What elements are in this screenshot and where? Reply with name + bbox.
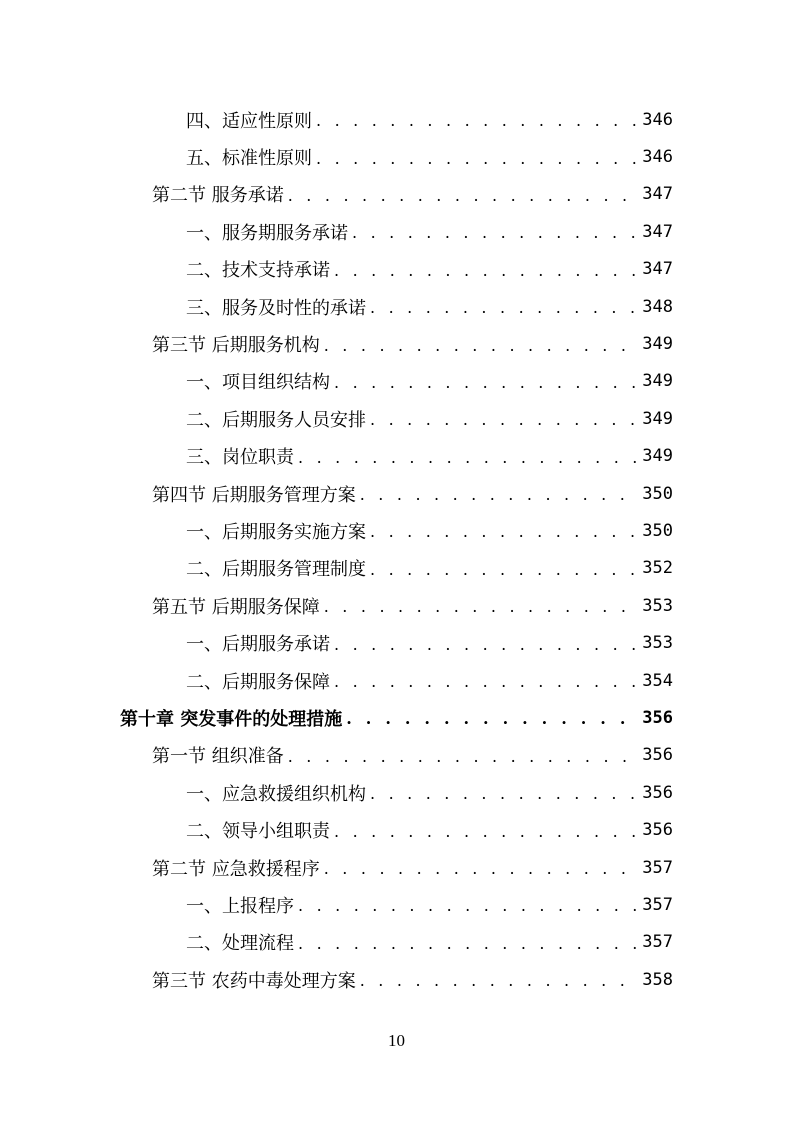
toc-entry-page-number: 350 bbox=[642, 483, 673, 504]
toc-entry-label: 第三节 后期服务机构 bbox=[152, 331, 324, 357]
toc-subsection-entry[interactable] bbox=[0, 886, 793, 923]
toc-entry-label: 一、项目组织结构 bbox=[186, 368, 334, 394]
toc-entry-label: 第五节 后期服务保障 bbox=[152, 593, 324, 619]
toc-subsection-entry[interactable] bbox=[0, 251, 793, 288]
toc-subsection-entry[interactable] bbox=[0, 288, 793, 325]
dot-leader bbox=[334, 261, 636, 280]
toc-entry-page-number: 349 bbox=[642, 408, 673, 429]
toc-subsection-entry[interactable] bbox=[0, 400, 793, 437]
toc-entry-page-number: 349 bbox=[642, 446, 673, 467]
toc-entry-label: 二、后期服务保障 bbox=[186, 668, 334, 694]
toc-section-entry[interactable] bbox=[0, 325, 793, 362]
toc-entry-label: 一、上报程序 bbox=[186, 892, 298, 918]
toc-entry-label: 第四节 后期服务管理方案 bbox=[152, 481, 360, 507]
dot-leader bbox=[288, 186, 637, 205]
toc-entry-page-number: 348 bbox=[642, 296, 673, 317]
toc-entry-label: 二、后期服务管理制度 bbox=[186, 555, 370, 581]
toc-subsection-entry[interactable] bbox=[0, 774, 793, 811]
toc-entry-page-number: 356 bbox=[642, 707, 673, 728]
toc-entry-page-number: 354 bbox=[642, 670, 673, 691]
page-number: 10 bbox=[388, 1031, 405, 1050]
toc-entry-page-number: 356 bbox=[642, 820, 673, 841]
toc-entry-label: 二、处理流程 bbox=[186, 929, 298, 955]
toc-entry-page-number: 347 bbox=[642, 221, 673, 242]
dot-leader bbox=[370, 410, 636, 429]
dot-leader bbox=[288, 747, 637, 766]
toc-entry-label: 三、服务及时性的承诺 bbox=[186, 294, 370, 320]
dot-leader bbox=[334, 822, 636, 841]
dot-leader bbox=[346, 709, 636, 728]
toc-entry-page-number: 356 bbox=[642, 745, 673, 766]
dot-leader bbox=[360, 485, 637, 504]
toc-subsection-entry[interactable] bbox=[0, 363, 793, 400]
toc-section-entry[interactable] bbox=[0, 475, 793, 512]
toc-entry-label: 三、岗位职责 bbox=[186, 443, 298, 469]
toc-section-entry[interactable] bbox=[0, 176, 793, 213]
toc-entry-page-number: 347 bbox=[642, 184, 673, 205]
toc-entry-page-number: 347 bbox=[642, 259, 673, 280]
toc-entry-label: 一、服务期服务承诺 bbox=[186, 219, 352, 245]
dot-leader bbox=[370, 784, 636, 803]
toc-entry-page-number: 349 bbox=[642, 371, 673, 392]
toc-section-entry[interactable] bbox=[0, 961, 793, 998]
toc-entry-page-number: 356 bbox=[642, 782, 673, 803]
dot-leader bbox=[324, 859, 637, 878]
toc-entry-label: 二、领导小组职责 bbox=[186, 817, 334, 843]
toc-chapter-entry[interactable] bbox=[0, 699, 793, 736]
dot-leader bbox=[298, 896, 636, 915]
toc-section-entry[interactable] bbox=[0, 849, 793, 886]
toc-entry-label: 第二节 服务承诺 bbox=[152, 181, 288, 207]
toc-subsection-entry[interactable] bbox=[0, 550, 793, 587]
toc-entry-page-number: 357 bbox=[642, 894, 673, 915]
toc-entry-page-number: 357 bbox=[642, 932, 673, 953]
toc-entry-page-number: 352 bbox=[642, 558, 673, 579]
toc-entry-label: 五、标准性原则 bbox=[186, 144, 316, 170]
dot-leader bbox=[352, 223, 636, 242]
toc-entry-page-number: 357 bbox=[642, 857, 673, 878]
toc-subsection-entry[interactable] bbox=[0, 624, 793, 661]
toc-subsection-entry[interactable] bbox=[0, 138, 793, 175]
dot-leader bbox=[334, 672, 636, 691]
toc-entry-page-number: 353 bbox=[642, 595, 673, 616]
toc-entry-label: 第十章 突发事件的处理措施 bbox=[120, 705, 346, 731]
toc-entry-page-number: 350 bbox=[642, 520, 673, 541]
dot-leader bbox=[360, 971, 637, 990]
dot-leader bbox=[316, 149, 636, 168]
toc-subsection-entry[interactable] bbox=[0, 438, 793, 475]
toc-entry-page-number: 346 bbox=[642, 147, 673, 168]
toc-entry-label: 第一节 组织准备 bbox=[152, 742, 288, 768]
toc-entry-label: 一、后期服务实施方案 bbox=[186, 518, 370, 544]
dot-leader bbox=[370, 298, 636, 317]
dot-leader bbox=[324, 597, 637, 616]
dot-leader bbox=[370, 522, 636, 541]
toc-entry-label: 二、后期服务人员安排 bbox=[186, 406, 370, 432]
toc-subsection-entry[interactable] bbox=[0, 811, 793, 848]
dot-leader bbox=[334, 635, 636, 654]
toc-entry-page-number: 353 bbox=[642, 633, 673, 654]
dot-leader bbox=[324, 336, 637, 355]
dot-leader bbox=[298, 934, 636, 953]
toc-subsection-entry[interactable] bbox=[0, 213, 793, 250]
toc-subsection-entry[interactable] bbox=[0, 924, 793, 961]
toc-entry-page-number: 349 bbox=[642, 334, 673, 355]
toc-section-entry[interactable] bbox=[0, 737, 793, 774]
dot-leader bbox=[298, 448, 636, 467]
toc-entry-label: 第三节 农药中毒处理方案 bbox=[152, 967, 360, 993]
toc-entry-page-number: 358 bbox=[642, 969, 673, 990]
toc-section-entry[interactable] bbox=[0, 587, 793, 624]
dot-leader bbox=[334, 373, 636, 392]
toc-subsection-entry[interactable] bbox=[0, 101, 793, 138]
table-of-contents bbox=[0, 101, 793, 998]
toc-entry-label: 一、后期服务承诺 bbox=[186, 630, 334, 656]
toc-entry-label: 一、应急救援组织机构 bbox=[186, 780, 370, 806]
toc-entry-page-number: 346 bbox=[642, 109, 673, 130]
dot-leader bbox=[370, 560, 636, 579]
toc-subsection-entry[interactable] bbox=[0, 512, 793, 549]
toc-entry-label: 四、适应性原则 bbox=[186, 107, 316, 133]
dot-leader bbox=[316, 111, 636, 130]
toc-subsection-entry[interactable] bbox=[0, 662, 793, 699]
toc-entry-label: 第二节 应急救援程序 bbox=[152, 855, 324, 881]
toc-entry-label: 二、技术支持承诺 bbox=[186, 256, 334, 282]
